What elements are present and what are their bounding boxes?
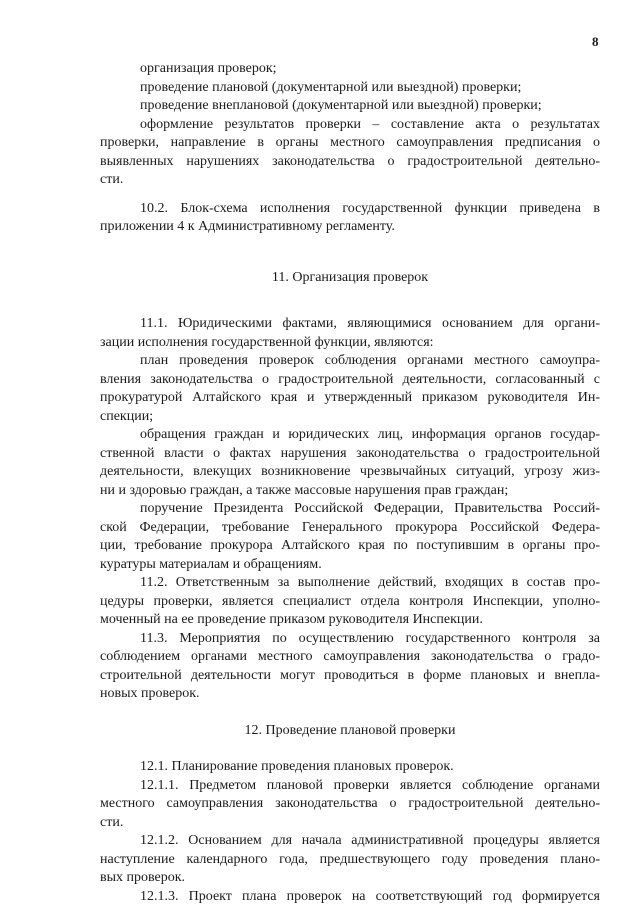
section-heading-11: 11. Организация проверок — [100, 269, 600, 288]
text-line: обращения граждан и юридических лиц, информация органов государ- — [100, 426, 600, 445]
page-number: 8 — [592, 34, 599, 50]
text-line: вления законодательства о градостроительной деятельности, согласованный с — [100, 371, 600, 390]
text-line: соблюдением органами местного самоуправления законодательства о градо- — [100, 648, 600, 667]
document-body — [100, 60, 600, 906]
text-line: 12.1.1. Предметом плановой проверки является соблюдение органами — [100, 777, 600, 796]
text-line: проведение внеплановой (документарной или выездной) проверки; — [100, 97, 600, 116]
text-line: ской Федерации, требование Генерального прокурора Российской Федера- — [100, 519, 600, 538]
text-line: цедуры проверки, является специалист отдела контроля Инспекции, уполно- — [100, 593, 600, 612]
text-line: спекции; — [100, 408, 600, 427]
text-line: проведение плановой (документарной или выездной) проверки; — [100, 79, 600, 98]
text-line: строительной деятельности могут проводиться в форме плановых и внепла- — [100, 667, 600, 686]
text-line: сти. — [100, 814, 600, 833]
text-line: выявленных нарушениях законодательства о градостроительной деятельно- — [100, 153, 600, 172]
text-line: 11.1. Юридическими фактами, являющимися основанием для органи- — [100, 315, 600, 334]
text-line: сти. — [100, 171, 600, 190]
text-line: приложении 4 к Административному регламенту. — [100, 218, 600, 237]
text-line: новых проверок. — [100, 685, 600, 704]
text-line: 11.2. Ответственным за выполнение действий, входящих в состав про- — [100, 574, 600, 593]
text-line: 10.2. Блок-схема исполнения государственной функции приведена в — [100, 200, 600, 219]
text-line: прокуратурой Алтайского края и утвержденный приказом руководителя Ин- — [100, 389, 600, 408]
text-line: зации исполнения государственной функции, являются: — [100, 334, 600, 353]
text-line: деятельности, влекущих возникновение чрезвычайных ситуаций, угрозу жиз- — [100, 463, 600, 482]
text-line: 12.1. Планирование проведения плановых проверок. — [100, 758, 600, 777]
text-line: план проведения проверок соблюдения органами местного самоупра- — [100, 352, 600, 371]
text-line: вых проверок. — [100, 869, 600, 888]
text-line: проверки, направление в органы местного самоуправления предписания о — [100, 134, 600, 153]
text-line: ции, требование прокурора Алтайского края по поступившим в органы про- — [100, 537, 600, 556]
text-line: куратуры материалам и обращениям. — [100, 556, 600, 575]
text-line: 11.3. Мероприятия по осуществлению государственного контроля за — [100, 630, 600, 649]
text-line: ственной власти о фактах нарушения законодательства о градостроительной — [100, 445, 600, 464]
text-line: моченный на ее проведение приказом руководителя Инспекции. — [100, 611, 600, 630]
text-line: 12.1.3. Проект плана проверок на соответствующий год формируется — [100, 888, 600, 906]
text-line: наступление календарного года, предшествующего году проведения плано- — [100, 851, 600, 870]
text-line: организация проверок; — [100, 60, 600, 79]
text-line: ни и здоровью граждан, а также массовые нарушения прав граждан; — [100, 482, 600, 501]
section-heading-12: 12. Проведение плановой проверки — [100, 722, 600, 741]
text-line: местного самоуправления законодательства о градостроительной деятельно- — [100, 795, 600, 814]
text-line: поручение Президента Российской Федерации, Правительства Россий- — [100, 500, 600, 519]
text-line: 12.1.2. Основанием для начала административной процедуры является — [100, 832, 600, 851]
text-line: оформление результатов проверки – составление акта о результатах — [100, 116, 600, 135]
